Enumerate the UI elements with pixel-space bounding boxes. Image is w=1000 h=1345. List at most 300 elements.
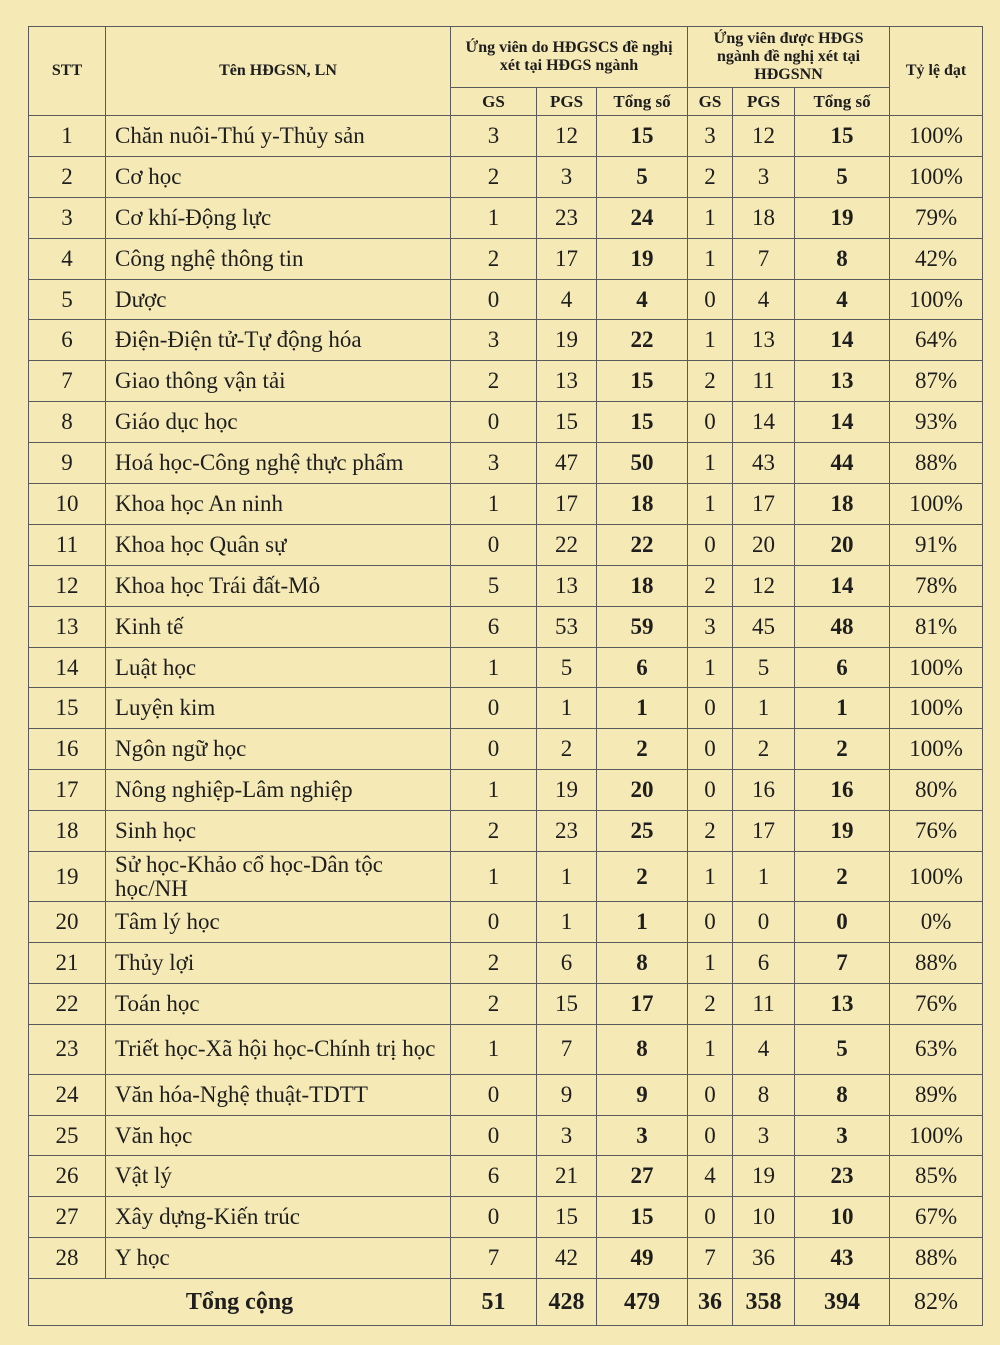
table-row [29, 524, 983, 565]
cell-name: Triết học-Xã hội học-Chính trị học [106, 1024, 451, 1074]
cell-total-2: 7 [795, 942, 890, 983]
cell-total-1: 5 [597, 156, 688, 197]
cell-pgs-2: 11 [733, 361, 795, 402]
cell-total-1: 8 [597, 1024, 688, 1074]
cell-name: Khoa học An ninh [106, 484, 451, 525]
cell-total-1: 1 [597, 902, 688, 943]
cell-gs-1: 0 [451, 729, 537, 770]
table-row [29, 320, 983, 361]
cell-total-1: 18 [597, 484, 688, 525]
cell-gs-1: 7 [451, 1238, 537, 1279]
cell-total-1: 9 [597, 1074, 688, 1115]
cell-total-1: 20 [597, 770, 688, 811]
table-row [29, 279, 983, 320]
cell-pgs-2: 16 [733, 770, 795, 811]
cell-pgs-2: 10 [733, 1197, 795, 1238]
cell-pgs-1: 19 [537, 770, 597, 811]
cell-gs-2: 1 [688, 197, 733, 238]
cell-gs-1: 1 [451, 770, 537, 811]
cell-pgs-1: 47 [537, 443, 597, 484]
cell-stt: 23 [29, 1024, 106, 1074]
cell-total-2: 19 [795, 811, 890, 852]
cell-total-1: 8 [597, 942, 688, 983]
cell-total-2: 13 [795, 361, 890, 402]
cell-stt: 24 [29, 1074, 106, 1115]
header-rate: Tỷ lệ đạt [890, 27, 983, 116]
total-pgs-1: 428 [537, 1279, 597, 1326]
cell-gs-1: 1 [451, 1024, 537, 1074]
table-row [29, 902, 983, 943]
cell-name: Vật lý [106, 1156, 451, 1197]
cell-gs-2: 0 [688, 1115, 733, 1156]
cell-pgs-2: 3 [733, 156, 795, 197]
cell-gs-1: 6 [451, 1156, 537, 1197]
cell-pgs-2: 20 [733, 524, 795, 565]
cell-pgs-1: 42 [537, 1238, 597, 1279]
cell-name: Khoa học Quân sự [106, 524, 451, 565]
cell-stt: 19 [29, 852, 106, 902]
cell-total-1: 15 [597, 361, 688, 402]
table-row [29, 443, 983, 484]
cell-name: Ngôn ngữ học [106, 729, 451, 770]
cell-total-2: 8 [795, 1074, 890, 1115]
total-pgs-2: 358 [733, 1279, 795, 1326]
cell-rate: 88% [890, 942, 983, 983]
cell-name: Giao thông vận tải [106, 361, 451, 402]
cell-pgs-1: 7 [537, 1024, 597, 1074]
cell-gs-1: 0 [451, 1074, 537, 1115]
cell-stt: 12 [29, 565, 106, 606]
cell-total-2: 13 [795, 983, 890, 1024]
cell-name: Khoa học Trái đất-Mỏ [106, 565, 451, 606]
cell-gs-2: 0 [688, 1197, 733, 1238]
cell-gs-1: 0 [451, 524, 537, 565]
cell-gs-2: 3 [688, 116, 733, 157]
cell-gs-1: 0 [451, 902, 537, 943]
cell-total-2: 14 [795, 402, 890, 443]
cell-gs-1: 1 [451, 852, 537, 902]
cell-pgs-2: 17 [733, 811, 795, 852]
cell-gs-2: 4 [688, 1156, 733, 1197]
cell-gs-2: 2 [688, 156, 733, 197]
cell-pgs-1: 19 [537, 320, 597, 361]
cell-stt: 18 [29, 811, 106, 852]
cell-total-1: 22 [597, 524, 688, 565]
cell-stt: 17 [29, 770, 106, 811]
header-group-candidates-proposed: Ứng viên do HĐGSCS đề nghị xét tại HĐGS ngành [451, 27, 688, 88]
cell-gs-1: 1 [451, 197, 537, 238]
cell-gs-2: 1 [688, 320, 733, 361]
cell-rate: 81% [890, 606, 983, 647]
cell-total-1: 15 [597, 116, 688, 157]
cell-total-2: 1 [795, 688, 890, 729]
header-stt: STT [29, 27, 106, 116]
cell-gs-2: 1 [688, 484, 733, 525]
cell-total-1: 22 [597, 320, 688, 361]
table-row [29, 361, 983, 402]
results-table-container [28, 26, 982, 1326]
cell-total-1: 1 [597, 688, 688, 729]
cell-gs-1: 2 [451, 156, 537, 197]
cell-gs-1: 1 [451, 647, 537, 688]
cell-total-1: 4 [597, 279, 688, 320]
cell-rate: 76% [890, 811, 983, 852]
cell-rate: 88% [890, 1238, 983, 1279]
cell-pgs-1: 1 [537, 688, 597, 729]
table-row [29, 238, 983, 279]
cell-rate: 76% [890, 983, 983, 1024]
cell-pgs-2: 0 [733, 902, 795, 943]
cell-gs-2: 2 [688, 983, 733, 1024]
cell-name: Toán học [106, 983, 451, 1024]
table-body [29, 116, 983, 1279]
total-gs-2: 36 [688, 1279, 733, 1326]
cell-total-2: 18 [795, 484, 890, 525]
cell-rate: 91% [890, 524, 983, 565]
cell-pgs-2: 4 [733, 1024, 795, 1074]
cell-stt: 20 [29, 902, 106, 943]
cell-pgs-1: 9 [537, 1074, 597, 1115]
cell-name: Chăn nuôi-Thú y-Thủy sản [106, 116, 451, 157]
cell-gs-1: 1 [451, 484, 537, 525]
cell-total-1: 50 [597, 443, 688, 484]
cell-gs-2: 7 [688, 1238, 733, 1279]
cell-total-1: 2 [597, 729, 688, 770]
table-row [29, 402, 983, 443]
cell-total-2: 10 [795, 1197, 890, 1238]
cell-total-2: 14 [795, 565, 890, 606]
cell-stt: 16 [29, 729, 106, 770]
cell-gs-2: 0 [688, 688, 733, 729]
cell-gs-1: 6 [451, 606, 537, 647]
cell-stt: 8 [29, 402, 106, 443]
cell-pgs-1: 2 [537, 729, 597, 770]
cell-rate: 78% [890, 565, 983, 606]
table-row [29, 647, 983, 688]
cell-stt: 7 [29, 361, 106, 402]
cell-name: Luật học [106, 647, 451, 688]
cell-rate: 80% [890, 770, 983, 811]
header-group-candidates-approved: Ứng viên được HĐGS ngành đề nghị xét tại HĐGSNN [688, 27, 890, 88]
table-header [29, 27, 983, 116]
cell-gs-2: 2 [688, 565, 733, 606]
cell-gs-2: 1 [688, 1024, 733, 1074]
cell-total-2: 8 [795, 238, 890, 279]
cell-name: Nông nghiệp-Lâm nghiệp [106, 770, 451, 811]
cell-stt: 13 [29, 606, 106, 647]
cell-gs-1: 0 [451, 688, 537, 729]
cell-stt: 26 [29, 1156, 106, 1197]
cell-stt: 4 [29, 238, 106, 279]
cell-pgs-2: 7 [733, 238, 795, 279]
cell-rate: 42% [890, 238, 983, 279]
cell-gs-2: 3 [688, 606, 733, 647]
table-row [29, 1115, 983, 1156]
cell-total-2: 20 [795, 524, 890, 565]
cell-total-2: 5 [795, 1024, 890, 1074]
cell-pgs-1: 1 [537, 902, 597, 943]
cell-gs-2: 1 [688, 942, 733, 983]
header-gs-2: GS [688, 88, 733, 116]
cell-total-1: 49 [597, 1238, 688, 1279]
table-row [29, 729, 983, 770]
cell-rate: 93% [890, 402, 983, 443]
cell-rate: 100% [890, 647, 983, 688]
cell-gs-1: 3 [451, 116, 537, 157]
cell-gs-2: 1 [688, 443, 733, 484]
cell-total-1: 6 [597, 647, 688, 688]
cell-total-1: 3 [597, 1115, 688, 1156]
cell-pgs-1: 53 [537, 606, 597, 647]
table-row [29, 983, 983, 1024]
cell-pgs-2: 6 [733, 942, 795, 983]
table-row [29, 688, 983, 729]
table-row [29, 484, 983, 525]
cell-total-2: 19 [795, 197, 890, 238]
cell-pgs-1: 17 [537, 484, 597, 525]
cell-pgs-1: 21 [537, 1156, 597, 1197]
cell-pgs-2: 12 [733, 116, 795, 157]
cell-name: Cơ khí-Động lực [106, 197, 451, 238]
cell-pgs-2: 2 [733, 729, 795, 770]
cell-stt: 21 [29, 942, 106, 983]
cell-total-2: 23 [795, 1156, 890, 1197]
cell-stt: 9 [29, 443, 106, 484]
cell-rate: 79% [890, 197, 983, 238]
cell-name: Văn hóa-Nghệ thuật-TDTT [106, 1074, 451, 1115]
cell-gs-2: 0 [688, 402, 733, 443]
cell-rate: 100% [890, 688, 983, 729]
cell-rate: 100% [890, 852, 983, 902]
cell-total-1: 25 [597, 811, 688, 852]
cell-pgs-1: 3 [537, 1115, 597, 1156]
cell-total-2: 14 [795, 320, 890, 361]
cell-pgs-1: 15 [537, 983, 597, 1024]
cell-gs-1: 0 [451, 1197, 537, 1238]
cell-rate: 100% [890, 279, 983, 320]
table-row [29, 942, 983, 983]
cell-total-1: 24 [597, 197, 688, 238]
cell-stt: 22 [29, 983, 106, 1024]
cell-gs-1: 0 [451, 279, 537, 320]
cell-rate: 88% [890, 443, 983, 484]
cell-stt: 25 [29, 1115, 106, 1156]
cell-total-2: 44 [795, 443, 890, 484]
header-pgs-1: PGS [537, 88, 597, 116]
cell-stt: 27 [29, 1197, 106, 1238]
cell-total-2: 0 [795, 902, 890, 943]
cell-rate: 67% [890, 1197, 983, 1238]
cell-pgs-2: 5 [733, 647, 795, 688]
cell-name: Y học [106, 1238, 451, 1279]
cell-name: Hoá học-Công nghệ thực phẩm [106, 443, 451, 484]
cell-gs-2: 1 [688, 647, 733, 688]
cell-pgs-1: 3 [537, 156, 597, 197]
cell-stt: 3 [29, 197, 106, 238]
cell-name: Sinh học [106, 811, 451, 852]
cell-pgs-2: 12 [733, 565, 795, 606]
cell-total-1: 18 [597, 565, 688, 606]
cell-pgs-2: 1 [733, 688, 795, 729]
cell-name: Cơ học [106, 156, 451, 197]
table-row [29, 811, 983, 852]
cell-pgs-1: 13 [537, 361, 597, 402]
table-row [29, 1197, 983, 1238]
table-row [29, 770, 983, 811]
cell-rate: 0% [890, 902, 983, 943]
cell-rate: 87% [890, 361, 983, 402]
cell-total-1: 17 [597, 983, 688, 1024]
cell-gs-1: 3 [451, 320, 537, 361]
cell-total-2: 5 [795, 156, 890, 197]
cell-gs-2: 0 [688, 1074, 733, 1115]
cell-pgs-2: 11 [733, 983, 795, 1024]
total-sum-1: 479 [597, 1279, 688, 1326]
cell-pgs-2: 17 [733, 484, 795, 525]
cell-pgs-1: 4 [537, 279, 597, 320]
cell-pgs-1: 15 [537, 402, 597, 443]
cell-gs-1: 2 [451, 983, 537, 1024]
cell-pgs-2: 8 [733, 1074, 795, 1115]
table-row [29, 116, 983, 157]
cell-stt: 10 [29, 484, 106, 525]
total-gs-1: 51 [451, 1279, 537, 1326]
cell-gs-1: 3 [451, 443, 537, 484]
cell-gs-1: 2 [451, 942, 537, 983]
cell-gs-1: 0 [451, 402, 537, 443]
header-gs-1: GS [451, 88, 537, 116]
cell-stt: 1 [29, 116, 106, 157]
cell-rate: 63% [890, 1024, 983, 1074]
cell-total-2: 2 [795, 852, 890, 902]
results-table [28, 26, 983, 1326]
header-name: Tên HĐGSN, LN [106, 27, 451, 116]
total-label: Tổng cộng [29, 1279, 451, 1326]
cell-pgs-2: 14 [733, 402, 795, 443]
cell-total-2: 15 [795, 116, 890, 157]
cell-pgs-2: 36 [733, 1238, 795, 1279]
cell-gs-1: 2 [451, 361, 537, 402]
table-row [29, 565, 983, 606]
table-row [29, 852, 983, 902]
cell-pgs-1: 12 [537, 116, 597, 157]
cell-total-1: 15 [597, 1197, 688, 1238]
cell-name: Thủy lợi [106, 942, 451, 983]
table-footer [29, 1279, 983, 1326]
cell-total-1: 15 [597, 402, 688, 443]
cell-name: Công nghệ thông tin [106, 238, 451, 279]
cell-rate: 100% [890, 484, 983, 525]
cell-gs-2: 0 [688, 770, 733, 811]
cell-stt: 2 [29, 156, 106, 197]
cell-pgs-2: 13 [733, 320, 795, 361]
cell-gs-1: 2 [451, 811, 537, 852]
cell-total-2: 6 [795, 647, 890, 688]
cell-gs-2: 1 [688, 238, 733, 279]
cell-pgs-1: 22 [537, 524, 597, 565]
cell-stt: 11 [29, 524, 106, 565]
total-rate: 82% [890, 1279, 983, 1326]
cell-pgs-2: 19 [733, 1156, 795, 1197]
cell-name: Tâm lý học [106, 902, 451, 943]
cell-pgs-1: 17 [537, 238, 597, 279]
cell-total-1: 19 [597, 238, 688, 279]
cell-total-2: 48 [795, 606, 890, 647]
cell-pgs-1: 5 [537, 647, 597, 688]
cell-stt: 5 [29, 279, 106, 320]
cell-pgs-2: 18 [733, 197, 795, 238]
cell-rate: 85% [890, 1156, 983, 1197]
cell-total-2: 4 [795, 279, 890, 320]
table-row [29, 1074, 983, 1115]
cell-name: Giáo dục học [106, 402, 451, 443]
cell-gs-2: 1 [688, 852, 733, 902]
cell-stt: 15 [29, 688, 106, 729]
cell-gs-2: 2 [688, 811, 733, 852]
cell-total-2: 43 [795, 1238, 890, 1279]
cell-gs-1: 5 [451, 565, 537, 606]
cell-rate: 89% [890, 1074, 983, 1115]
cell-total-1: 2 [597, 852, 688, 902]
cell-total-1: 27 [597, 1156, 688, 1197]
cell-pgs-2: 43 [733, 443, 795, 484]
table-row [29, 1024, 983, 1074]
cell-rate: 100% [890, 156, 983, 197]
cell-name: Luyện kim [106, 688, 451, 729]
cell-rate: 100% [890, 116, 983, 157]
table-row [29, 197, 983, 238]
header-total-2: Tổng số [795, 88, 890, 116]
cell-pgs-1: 23 [537, 197, 597, 238]
cell-pgs-2: 45 [733, 606, 795, 647]
cell-total-1: 59 [597, 606, 688, 647]
cell-name: Sử học-Khảo cổ học-Dân tộc học/NH [106, 852, 451, 902]
table-row [29, 606, 983, 647]
cell-name: Xây dựng-Kiến trúc [106, 1197, 451, 1238]
cell-rate: 64% [890, 320, 983, 361]
cell-total-2: 2 [795, 729, 890, 770]
cell-total-2: 16 [795, 770, 890, 811]
table-row [29, 1156, 983, 1197]
cell-pgs-1: 1 [537, 852, 597, 902]
header-pgs-2: PGS [733, 88, 795, 116]
cell-gs-2: 0 [688, 524, 733, 565]
cell-name: Văn học [106, 1115, 451, 1156]
cell-gs-2: 0 [688, 729, 733, 770]
cell-gs-2: 2 [688, 361, 733, 402]
table-row [29, 1238, 983, 1279]
cell-rate: 100% [890, 729, 983, 770]
header-total-1: Tổng số [597, 88, 688, 116]
cell-name: Điện-Điện tử-Tự động hóa [106, 320, 451, 361]
cell-pgs-1: 23 [537, 811, 597, 852]
table-row [29, 156, 983, 197]
cell-pgs-1: 13 [537, 565, 597, 606]
cell-stt: 14 [29, 647, 106, 688]
cell-pgs-1: 15 [537, 1197, 597, 1238]
cell-pgs-1: 6 [537, 942, 597, 983]
cell-gs-1: 2 [451, 238, 537, 279]
cell-stt: 28 [29, 1238, 106, 1279]
cell-total-2: 3 [795, 1115, 890, 1156]
cell-name: Kinh tế [106, 606, 451, 647]
total-sum-2: 394 [795, 1279, 890, 1326]
cell-name: Dược [106, 279, 451, 320]
cell-gs-1: 0 [451, 1115, 537, 1156]
cell-gs-2: 0 [688, 279, 733, 320]
cell-pgs-2: 1 [733, 852, 795, 902]
cell-pgs-2: 3 [733, 1115, 795, 1156]
